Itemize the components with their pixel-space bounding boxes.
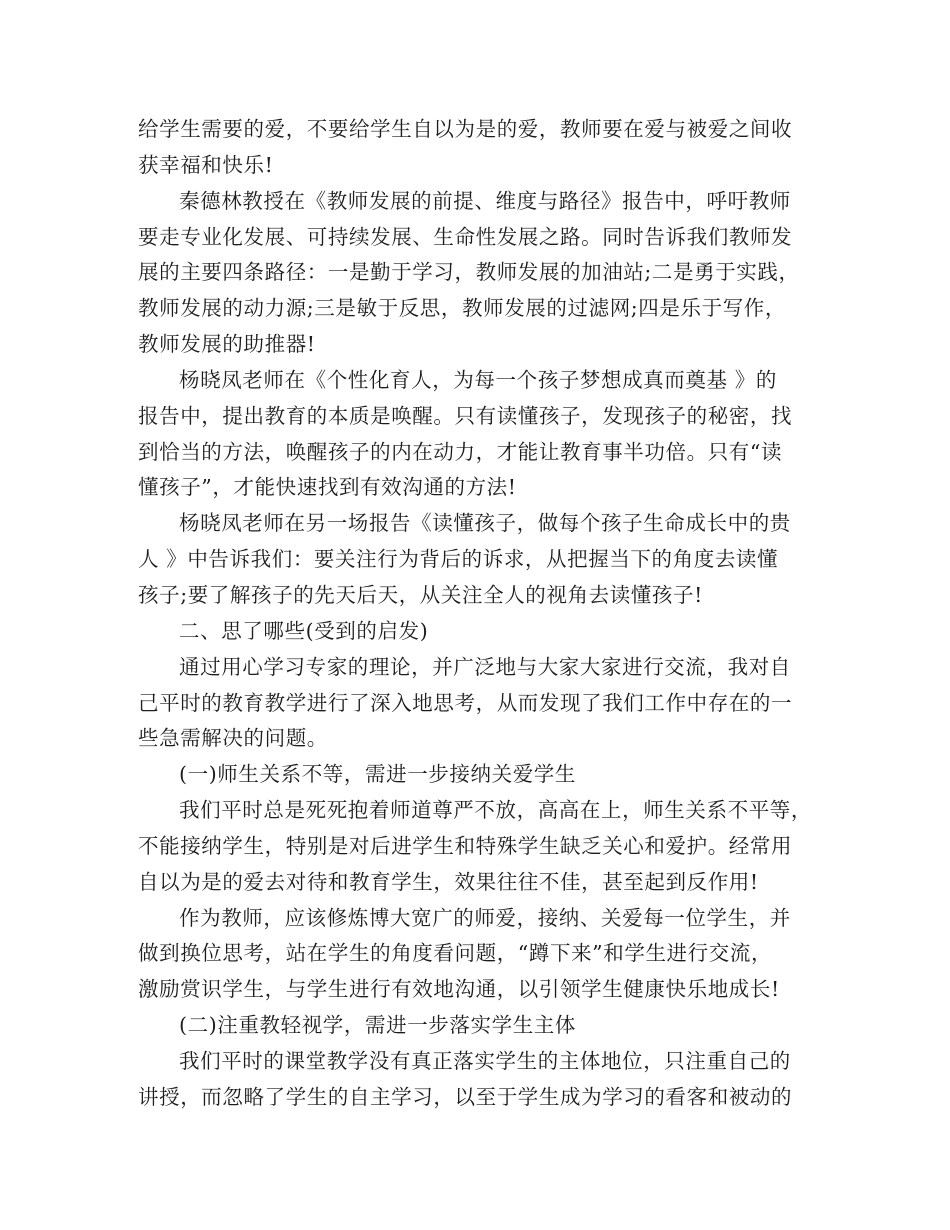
text-line: 要走专业化发展、可持续发展、生命性发展之路。同时告诉我们教师发 bbox=[138, 224, 793, 249]
text-line: 不能接纳学生，特别是对后进学生和特殊学生缺乏关心和爱护。经常用 bbox=[138, 833, 793, 858]
text-line: 些急需解决的问题。 bbox=[138, 726, 328, 751]
text-line: 教师发展的助推器! bbox=[138, 332, 316, 357]
text-line: 展的主要四条路径：一是勤于学习，教师发展的加油站;二是勇于实践， bbox=[138, 260, 800, 285]
text-line: 激励赏识学生，与学生进行有效地沟通，以引领学生健康快乐地成长! bbox=[138, 977, 780, 1002]
text-line: 到恰当的方法，唤醒孩子的内在动力，才能让教育事半功倍。只有“读 bbox=[138, 439, 783, 464]
text-line: (一)师生关系不等，需进一步接纳关爱学生 bbox=[179, 762, 576, 787]
text-line: 通过用心学习专家的理论，并广泛地与大家大家进行交流，我对自 bbox=[179, 654, 791, 679]
text-line: 讲授，而忽略了学生的自主学习，以至于学生成为学习的看客和被动的 bbox=[138, 1084, 793, 1109]
text-line: 孩子;要了解孩子的先天后天，从关注全人的视角去读懂孩子! bbox=[138, 582, 703, 607]
text-line: 给学生需要的爱，不要给学生自以为是的爱，教师要在爱与被爱之间收 bbox=[138, 117, 793, 141]
text-line: 秦德林教授在《教师发展的前提、维度与路径》报告中，呼吁教师 bbox=[179, 188, 791, 213]
text-line: 杨晓凤老师在另一场报告《读懂孩子，做每个孩子生命成长中的贵 bbox=[179, 511, 791, 536]
text-line: 教师发展的动力源;三是敏于反思，教师发展的过滤网;四是乐于写作， bbox=[138, 296, 787, 321]
text-line: 己平时的教育教学进行了深入地思考，从而发现了我们工作中存在的一 bbox=[138, 690, 793, 715]
text-line: 获幸福和快乐! bbox=[138, 152, 274, 177]
text-line: 我们平时的课堂教学没有真正落实学生的主体地位，只注重自己的 bbox=[179, 1048, 791, 1073]
text-line: 杨晓凤老师在《个性化育人，为每一个孩子梦想成真而奠基 》的 bbox=[179, 367, 777, 392]
text-line: 懂孩子”，才能快速找到有效沟通的方法! bbox=[138, 475, 517, 500]
document-page bbox=[138, 112, 818, 1116]
text-line: 二、思了哪些(受到的启发) bbox=[179, 618, 429, 643]
text-line: 我们平时总是死死抱着师道尊严不放，高高在上，师生关系不平等， bbox=[179, 798, 812, 823]
text-line: 作为教师，应该修炼博大宽广的师爱，接纳、关爱每一位学生，并 bbox=[179, 905, 791, 930]
text-line: (二)注重教轻视学，需进一步落实学生主体 bbox=[179, 1013, 576, 1038]
text-line: 报告中，提出教育的本质是唤醒。只有读懂孩子，发现孩子的秘密，找 bbox=[138, 403, 793, 428]
text-line: 做到换位思考，站在学生的角度看问题，“蹲下来”和学生进行交流， bbox=[138, 941, 773, 966]
text-line: 自以为是的爱去对待和教育学生，效果往往不佳，甚至起到反作用! bbox=[138, 869, 759, 894]
text-line: 人 》中告诉我们：要关注行为背后的诉求，从把握当下的角度去读懂 bbox=[138, 547, 779, 572]
